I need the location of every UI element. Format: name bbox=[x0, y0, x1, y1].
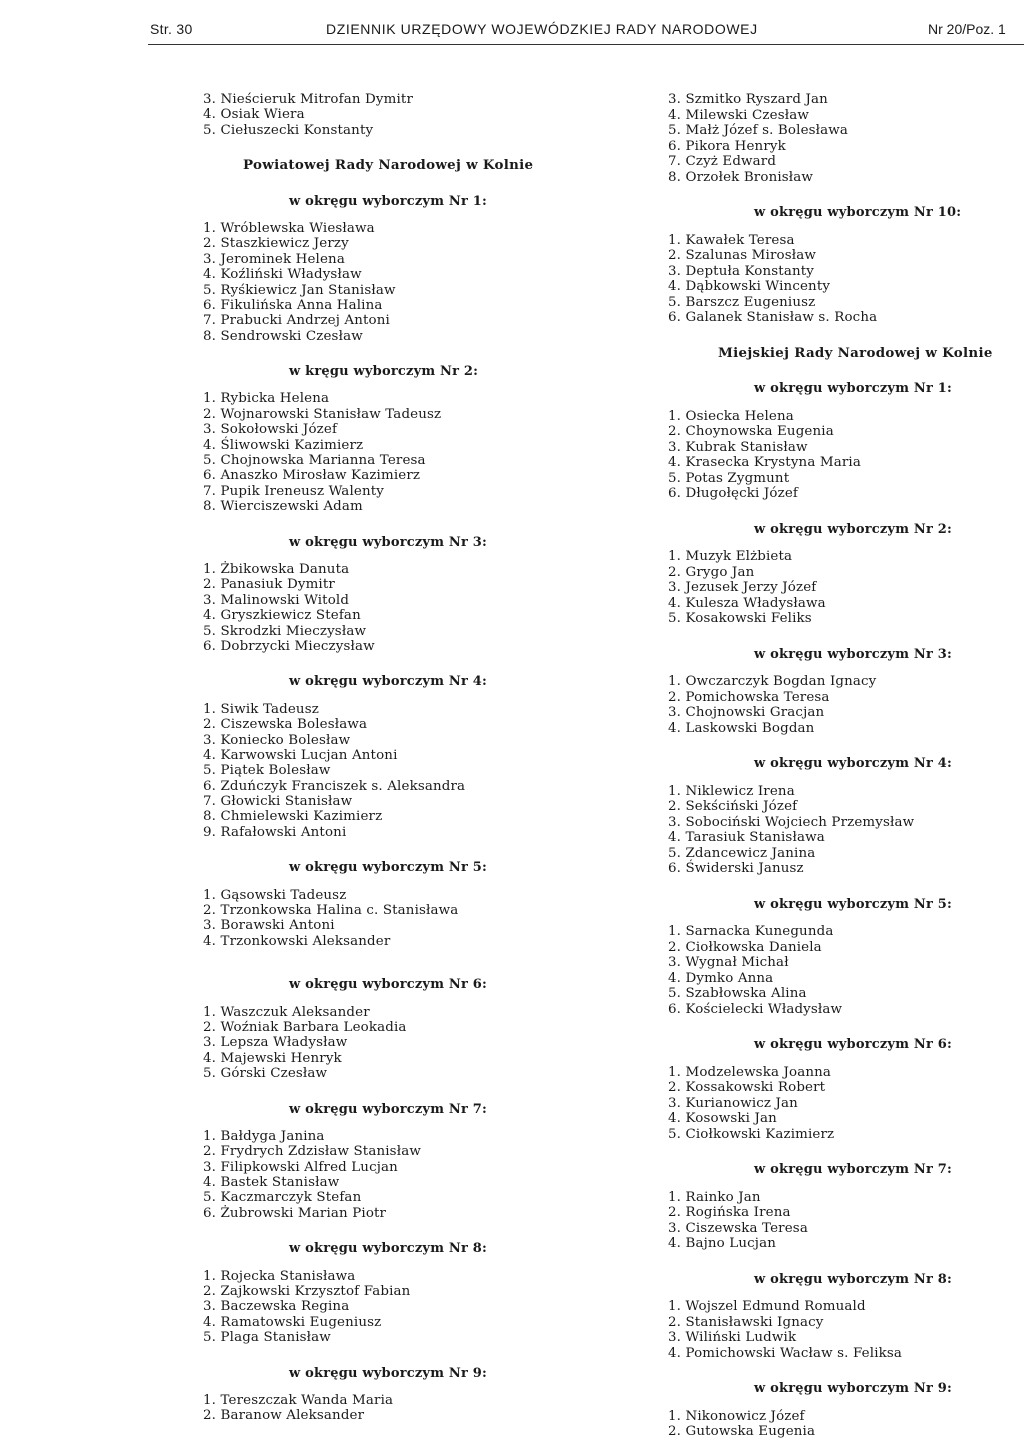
candidate-entry: 6. Długołęcki Józef bbox=[668, 486, 799, 501]
candidate-entry: 4. Pomichowski Wacław s. Feliksa bbox=[668, 1345, 903, 1361]
candidate-entry: 1. Rojecka Stanisława bbox=[203, 1268, 356, 1284]
candidate-entry: 3. Lepsza Władysław bbox=[203, 1035, 348, 1051]
candidate-entry: 6. Żubrowski Marian Piotr bbox=[203, 1205, 387, 1221]
candidate-entry: 2. Wojnarowski Stanisław Tadeusz bbox=[203, 406, 442, 422]
candidate-entry: 4. Kulesza Władysława bbox=[668, 595, 826, 611]
candidate-entry: 3. Jezusek Jerzy Józef bbox=[668, 580, 817, 595]
candidate-entry: 1. Gąsowski Tadeusz bbox=[203, 887, 347, 903]
candidate-entry: 1. Waszczuk Aleksander bbox=[203, 1004, 370, 1020]
section-gap bbox=[203, 690, 533, 702]
candidate-entry: 6. Pikora Henryk bbox=[668, 138, 786, 154]
candidate-entry: 4. Kosowski Jan bbox=[668, 1111, 777, 1126]
section-gap bbox=[668, 326, 1008, 346]
candidate-entry: 5. Potas Zygmunt bbox=[668, 470, 790, 486]
candidate-entry: 5. Małż Józef s. Bolesława bbox=[668, 123, 849, 138]
section-gap bbox=[668, 1017, 1008, 1037]
candidate-entry: 2. Pomichowska Teresa bbox=[668, 689, 830, 705]
candidate-entry: 5. Piątek Bolesław bbox=[203, 763, 331, 779]
candidate-entry: 4. Gryszkiewicz Stefan bbox=[203, 608, 361, 624]
section-gap bbox=[203, 1117, 533, 1129]
candidate-entry: 5. Kaczmarczyk Stefan bbox=[203, 1190, 362, 1206]
district-heading: w okręgu wyborczym Nr 7: bbox=[754, 1162, 952, 1177]
section-gap bbox=[203, 209, 533, 221]
section-gap bbox=[668, 221, 1008, 233]
candidate-entry: 6. Świderski Janusz bbox=[668, 861, 804, 876]
candidate-entry: 4. Laskowski Bogdan bbox=[668, 720, 815, 736]
candidate-entry: 1. Wojszel Edmund Romuald bbox=[668, 1299, 866, 1314]
district-heading: w okręgu wyborczym Nr 2: bbox=[754, 521, 952, 537]
candidate-entry: 5. Skrodzki Mieczysław bbox=[203, 623, 367, 639]
candidate-entry: 1. Siwik Tadeusz bbox=[203, 701, 319, 717]
candidate-entry: 4. Osiak Wiera bbox=[203, 107, 305, 123]
candidate-entry: 1. Tereszczak Wanda Maria bbox=[203, 1393, 394, 1408]
section-gap bbox=[668, 877, 1008, 897]
section-gap bbox=[203, 840, 533, 860]
district-heading: w okręgu wyborczym Nr 3: bbox=[289, 534, 487, 550]
district-heading: w okręgu wyborczym Nr 1: bbox=[289, 193, 487, 209]
candidate-entry: 2. Staszkiewicz Jerzy bbox=[203, 236, 349, 252]
candidate-entry: 2. Szalunas Mirosław bbox=[668, 248, 817, 263]
district-heading: w okręgu wyborczym Nr 4: bbox=[289, 674, 487, 690]
candidate-entry: 5. Ciołkowski Kazimierz bbox=[668, 1126, 835, 1142]
candidate-entry: 2. Trzonkowska Halina c. Stanisława bbox=[203, 903, 459, 919]
section-gap bbox=[203, 949, 533, 977]
candidate-entry: 1. Wróblewska Wiesława bbox=[203, 220, 375, 236]
candidate-entry: 4. Koźliński Władysław bbox=[203, 267, 362, 283]
candidate-entry: 4. Bajno Lucjan bbox=[668, 1236, 776, 1251]
candidate-entry: 7. Pupik Ireneusz Walenty bbox=[203, 483, 384, 499]
candidate-entry: 3. Deptuła Konstanty bbox=[668, 263, 814, 279]
issue-number: Nr 20/Poz. 1 bbox=[928, 21, 1006, 37]
section-gap bbox=[668, 1361, 1008, 1381]
page-header bbox=[0, 0, 1024, 70]
candidate-entry: 1. Niklewicz Irena bbox=[668, 783, 795, 799]
district-heading: w okręgu wyborczym Nr 9: bbox=[754, 1381, 952, 1396]
candidate-entry: 3. Wiliński Ludwik bbox=[668, 1330, 797, 1345]
candidate-entry: 4. Śliwowski Kazimierz bbox=[203, 437, 364, 453]
section-gap bbox=[203, 379, 533, 391]
section-gap bbox=[203, 174, 533, 194]
section-gap bbox=[203, 515, 533, 535]
candidate-entry: 3. Sokołowski Józef bbox=[203, 422, 338, 438]
candidate-entry: 4. Trzonkowski Aleksander bbox=[203, 933, 391, 949]
candidate-entry: 4. Tarasiuk Stanisława bbox=[668, 830, 825, 845]
candidate-entry: 2. Stanisławski Ignacy bbox=[668, 1314, 824, 1330]
candidate-entry: 8. Wierciszewski Adam bbox=[203, 499, 363, 515]
candidate-entry: 3. Sobociński Wojciech Przemysław bbox=[668, 814, 915, 830]
district-heading: w okręgu wyborczym Nr 4: bbox=[754, 756, 952, 771]
candidate-entry: 8. Sendrowski Czesław bbox=[203, 328, 363, 344]
section-gap bbox=[668, 1053, 1008, 1065]
candidate-entry: 4. Milewski Czesław bbox=[668, 107, 809, 123]
candidate-entry: 4. Dąbkowski Wincenty bbox=[668, 279, 831, 294]
candidate-entry: 8. Orzołek Bronisław bbox=[668, 169, 814, 185]
candidate-entry: 1. Muzyk Elżbieta bbox=[668, 549, 793, 564]
council-heading: Powiatowej Rady Narodowej w Kolnie bbox=[243, 157, 534, 174]
candidate-entry: 3. Wygnał Michał bbox=[668, 955, 789, 970]
candidate-entry: 3. Kubrak Stanisław bbox=[668, 439, 808, 455]
candidate-entry: 2. Ciszewska Bolesława bbox=[203, 717, 368, 733]
candidate-entry: 1. Żbikowska Danuta bbox=[203, 561, 350, 577]
candidate-entry: 1. Bałdyga Janina bbox=[203, 1128, 325, 1144]
candidate-entry: 1. Rainko Jan bbox=[668, 1189, 761, 1205]
district-heading: w okręgu wyborczym Nr 8: bbox=[289, 1241, 487, 1257]
district-heading: w okręgu wyborczym Nr 3: bbox=[754, 646, 952, 662]
candidate-entry: 3. Szmitko Ryszard Jan bbox=[668, 92, 828, 107]
district-heading: w okręgu wyborczym Nr 7: bbox=[289, 1101, 487, 1117]
section-gap bbox=[668, 1178, 1008, 1190]
candidate-entry: 4. Karwowski Lucjan Antoni bbox=[203, 747, 398, 763]
candidate-entry: 3. Chojnowski Gracjan bbox=[668, 705, 825, 720]
section-gap bbox=[668, 1397, 1008, 1409]
district-heading: w okręgu wyborczym Nr 9: bbox=[289, 1365, 487, 1381]
candidate-entry: 3. Filipkowski Alfred Lucjan bbox=[203, 1159, 398, 1175]
candidate-entry: 4. Majewski Henryk bbox=[203, 1050, 342, 1066]
candidate-entry: 5. Górski Czesław bbox=[203, 1066, 328, 1082]
candidate-entry: 5. Szabłowska Alina bbox=[668, 986, 807, 1001]
section-gap bbox=[203, 550, 533, 562]
candidate-entry: 2. Rogińska Irena bbox=[668, 1205, 791, 1220]
district-heading: w okręgu wyborczym Nr 5: bbox=[289, 860, 487, 876]
candidate-entry: 4. Dymko Anna bbox=[668, 970, 774, 986]
candidate-entry: 6. Zduńczyk Franciszek s. Aleksandra bbox=[203, 778, 466, 794]
candidate-entry: 2. Woźniak Barbara Leokadia bbox=[203, 1019, 407, 1035]
candidate-entry: 2. Frydrych Zdzisław Stanisław bbox=[203, 1144, 421, 1160]
candidate-entry: 5. Kosakowski Feliks bbox=[668, 611, 812, 626]
candidate-entry: 4. Ramatowski Eugeniusz bbox=[203, 1314, 382, 1330]
section-gap bbox=[668, 627, 1008, 647]
header-rule bbox=[148, 44, 1024, 45]
candidate-entry: 9. Rafałowski Antoni bbox=[203, 824, 347, 840]
section-gap bbox=[203, 1257, 533, 1269]
candidate-entry: 6. Dobrzycki Mieczysław bbox=[203, 638, 375, 654]
candidate-entry: 3. Jerominek Helena bbox=[203, 251, 345, 267]
section-gap bbox=[668, 1287, 1008, 1299]
section-gap bbox=[203, 344, 533, 364]
candidate-entry: 6. Fikulińska Anna Halina bbox=[203, 297, 383, 313]
district-heading: w okręgu wyborczym Nr 5: bbox=[754, 896, 952, 912]
section-gap bbox=[203, 138, 533, 158]
candidate-entry: 1. Kawałek Teresa bbox=[668, 232, 795, 248]
candidate-entry: 2. Sekściński Józef bbox=[668, 799, 798, 814]
candidate-entry: 7. Czyż Edward bbox=[668, 154, 777, 169]
district-heading: w okręgu wyborczym Nr 6: bbox=[754, 1037, 952, 1052]
page-number: Str. 30 bbox=[150, 21, 193, 37]
candidate-entry: 3. Koniecko Bolesław bbox=[203, 732, 351, 748]
candidate-entry: 1. Owczarczyk Bogdan Ignacy bbox=[668, 674, 877, 689]
candidate-entry: 2. Kossakowski Robert bbox=[668, 1080, 826, 1095]
candidate-entry: 6. Galanek Stanisław s. Rocha bbox=[668, 310, 878, 325]
candidate-entry: 2. Gutowska Eugenia bbox=[668, 1424, 816, 1439]
candidate-entry: 5. Ryśkiewicz Jan Stanisław bbox=[203, 282, 396, 298]
section-gap bbox=[203, 876, 533, 888]
council-heading: Miejskiej Rady Narodowej w Kolnie bbox=[718, 344, 993, 361]
district-heading: w okręgu wyborczym Nr 10: bbox=[754, 205, 962, 220]
section-gap bbox=[668, 361, 1008, 381]
right-column bbox=[668, 92, 1008, 1440]
candidate-entry: 1. Nikonowicz Józef bbox=[668, 1408, 805, 1424]
candidate-entry: 6. Kościelecki Władysław bbox=[668, 1001, 843, 1017]
district-heading: w kręgu wyborczym Nr 2: bbox=[289, 364, 479, 380]
section-gap bbox=[203, 993, 533, 1005]
section-gap bbox=[668, 1252, 1008, 1272]
candidate-entry: 4. Bastek Stanisław bbox=[203, 1175, 340, 1191]
section-gap bbox=[668, 772, 1008, 784]
candidate-entry: 3. Ciszewska Teresa bbox=[668, 1220, 808, 1236]
journal-title: DZIENNIK URZĘDOWY WOJEWÓDZKIEJ RADY NARODOWEJ bbox=[326, 21, 758, 37]
candidate-entry: 3. Baczewska Regina bbox=[203, 1299, 350, 1315]
section-gap bbox=[203, 654, 533, 674]
section-gap bbox=[203, 1082, 533, 1102]
candidate-entry: 2. Choynowska Eugenia bbox=[668, 424, 834, 439]
candidate-entry: 5. Chojnowska Marianna Teresa bbox=[203, 453, 426, 469]
candidate-entry: 5. Ciełuszecki Konstanty bbox=[203, 122, 374, 138]
candidate-entry: 6. Anaszko Mirosław Kazimierz bbox=[203, 468, 421, 484]
section-gap bbox=[668, 1142, 1008, 1162]
candidate-entry: 1. Sarnacka Kunegunda bbox=[668, 924, 834, 939]
candidate-entry: 8. Chmielewski Kazimierz bbox=[203, 809, 383, 825]
candidate-entry: 3. Malinowski Witold bbox=[203, 592, 350, 608]
candidate-entry: 1. Modzelewska Joanna bbox=[668, 1064, 832, 1080]
section-gap bbox=[668, 185, 1008, 205]
section-gap bbox=[668, 912, 1008, 924]
section-gap bbox=[668, 537, 1008, 549]
candidate-entry: 1. Osiecka Helena bbox=[668, 408, 794, 424]
section-gap bbox=[668, 397, 1008, 409]
candidate-entry: 2. Zajkowski Krzysztof Fabian bbox=[203, 1284, 411, 1300]
candidate-entry: 7. Prabucki Andrzej Antoni bbox=[203, 313, 390, 329]
section-gap bbox=[668, 736, 1008, 756]
candidate-entry: 2. Grygo Jan bbox=[668, 564, 755, 580]
candidate-entry: 2. Baranow Aleksander bbox=[203, 1408, 365, 1424]
candidate-entry: 2. Ciołkowska Daniela bbox=[668, 939, 822, 955]
section-gap bbox=[668, 662, 1008, 674]
left-column bbox=[203, 92, 533, 1424]
section-gap bbox=[668, 502, 1008, 522]
section-gap bbox=[203, 1381, 533, 1393]
section-gap bbox=[203, 1221, 533, 1241]
district-heading: w okręgu wyborczym Nr 1: bbox=[754, 381, 952, 396]
section-gap bbox=[203, 1346, 533, 1366]
candidate-entry: 2. Panasiuk Dymitr bbox=[203, 577, 335, 593]
candidate-entry: 4. Krasecka Krystyna Maria bbox=[668, 455, 861, 470]
district-heading: w okręgu wyborczym Nr 8: bbox=[754, 1271, 952, 1287]
candidate-entry: 5. Zdancewicz Janina bbox=[668, 845, 816, 861]
candidate-entry: 3. Nieścieruk Mitrofan Dymitr bbox=[203, 92, 414, 107]
candidate-entry: 5. Plaga Stanisław bbox=[203, 1330, 331, 1346]
district-heading: w okręgu wyborczym Nr 6: bbox=[289, 977, 487, 993]
candidate-entry: 3. Kurianowicz Jan bbox=[668, 1095, 798, 1111]
candidate-entry: 1. Rybicka Helena bbox=[203, 391, 330, 407]
candidate-entry: 7. Głowicki Stanisław bbox=[203, 794, 353, 810]
candidate-entry: 3. Borawski Antoni bbox=[203, 918, 335, 934]
candidate-entry: 5. Barszcz Eugeniusz bbox=[668, 294, 816, 310]
